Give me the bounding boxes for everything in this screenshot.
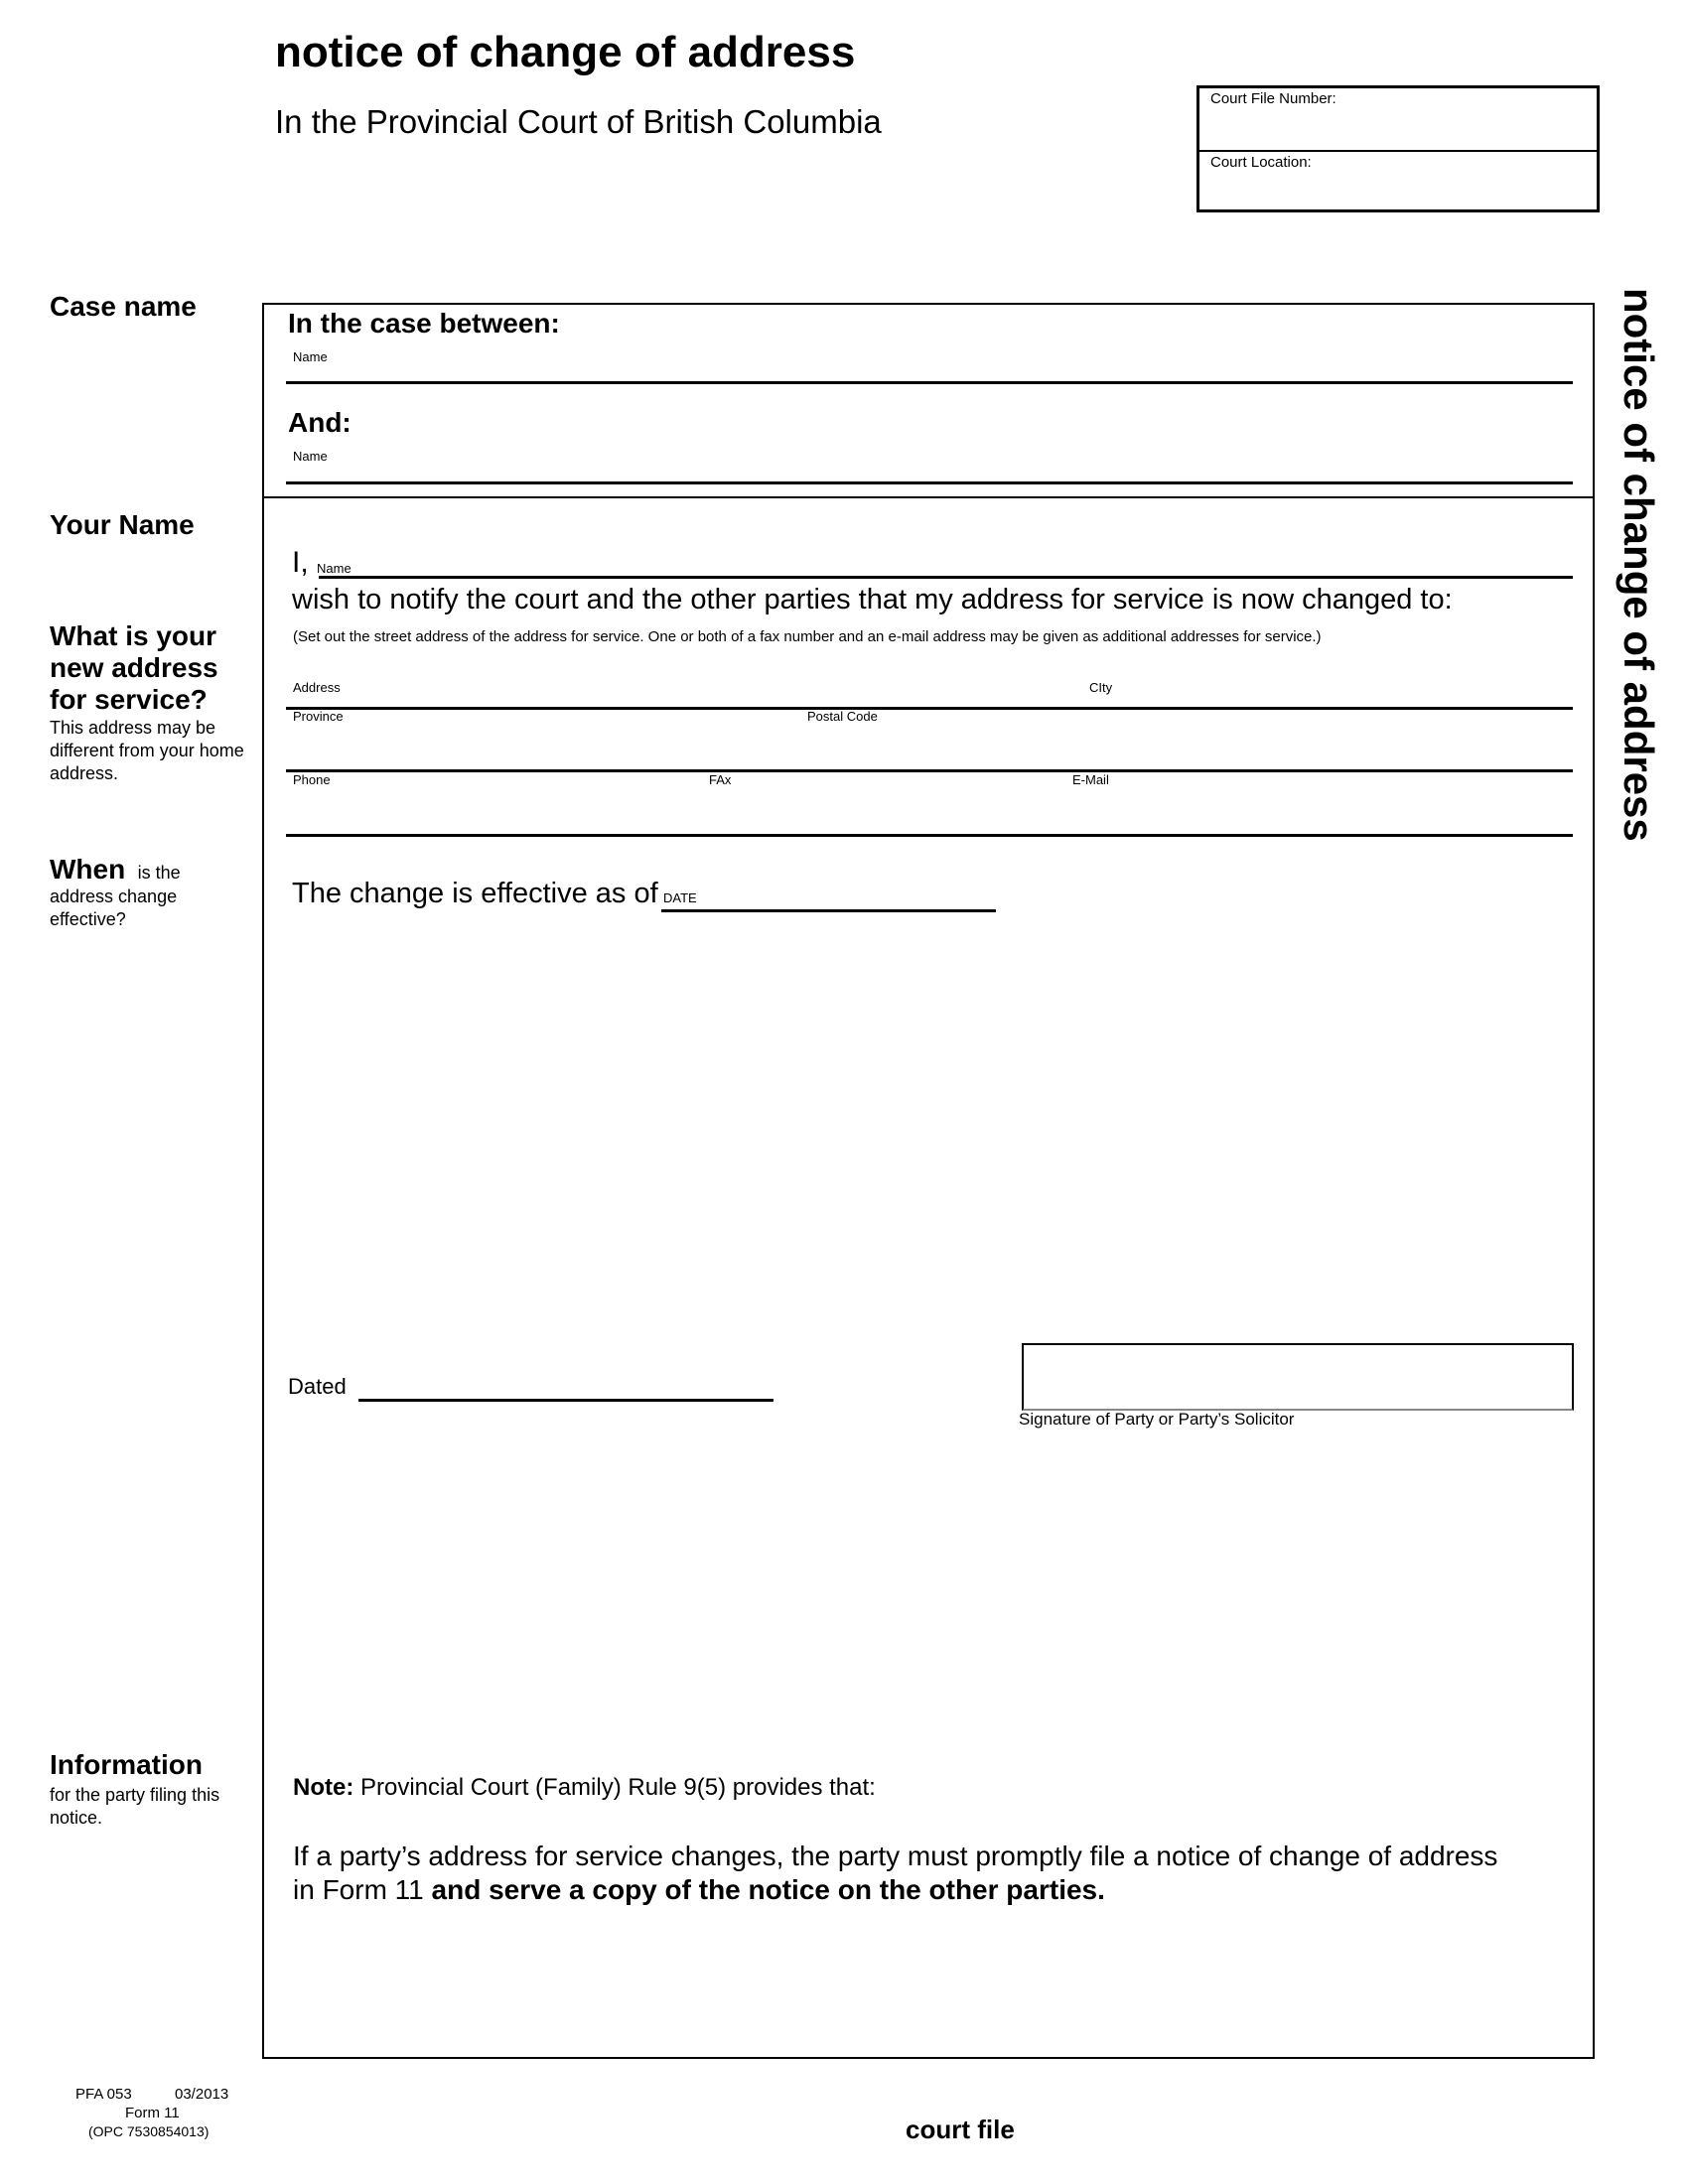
note-bold-label: Note: xyxy=(293,1774,354,1801)
email-label: E-Mail xyxy=(1072,772,1109,787)
province-label: Province xyxy=(293,709,344,724)
and-label: And: xyxy=(288,407,352,438)
rule-body-line2: in Form 11 xyxy=(293,1874,432,1905)
phone-label: Phone xyxy=(293,772,331,787)
new-address-heading: What is your new address for service? xyxy=(50,620,218,715)
rule-body-line1: If a party’s address for service changes, the party must promptly file a notice of change of address xyxy=(293,1841,1498,1871)
new-address-note: This address may be different from your home address. xyxy=(50,718,244,783)
party2-name-field[interactable] xyxy=(286,481,1573,484)
rule-note xyxy=(293,1774,876,1802)
information-note: for the party filing this notice. xyxy=(50,1785,220,1828)
when-heading: When xyxy=(50,854,126,885)
effective-text: The change is effective as of xyxy=(292,878,658,909)
effective-date-field[interactable] xyxy=(661,909,996,912)
city-label: CIty xyxy=(1089,680,1113,695)
copy-label: court file xyxy=(906,2115,1015,2144)
i-label: I, xyxy=(292,546,309,579)
information-heading: Information xyxy=(50,1749,203,1780)
dated-field[interactable] xyxy=(358,1399,774,1402)
form-date: 03/2013 xyxy=(175,2086,229,2103)
fax-label: FAx xyxy=(709,772,732,787)
address-city-field[interactable] xyxy=(286,707,1573,710)
court-location-field[interactable] xyxy=(1199,152,1597,213)
court-location-label: Court Location: xyxy=(1210,154,1312,171)
party1-name-field[interactable] xyxy=(286,381,1573,384)
date-label: DATE xyxy=(663,890,697,905)
dated-label: Dated xyxy=(288,1374,347,1399)
signature-caption: Signature of Party or Party’s Solicitor xyxy=(1019,1410,1295,1429)
side-title: notice of change of address xyxy=(1616,288,1662,842)
address-label: Address xyxy=(293,680,341,695)
case-name-heading: Case name xyxy=(50,291,197,322)
your-name-heading: Your Name xyxy=(50,509,195,540)
case-section-divider xyxy=(262,496,1595,498)
signature-box[interactable] xyxy=(1022,1343,1574,1411)
your-name-label: Name xyxy=(317,561,352,576)
party2-name-label: Name xyxy=(293,449,328,464)
form-number: Form 11 xyxy=(125,2105,180,2121)
rule-body xyxy=(293,1840,1497,1907)
when-block xyxy=(50,854,218,931)
note-text: Provincial Court (Family) Rule 9(5) provides that: xyxy=(353,1774,876,1801)
notify-text: wish to notify the court and the other parties that my address for service is now changed to: xyxy=(292,584,1453,615)
court-subtitle: In the Provincial Court of British Columbia xyxy=(275,103,882,140)
form-code: PFA 053 xyxy=(75,2086,132,2103)
party1-name-label: Name xyxy=(293,349,328,364)
rule-body-line2-bold: and serve a copy of the notice on the other parties. xyxy=(431,1874,1105,1905)
postal-code-label: Postal Code xyxy=(807,709,878,724)
page-title: notice of change of address xyxy=(275,28,856,76)
province-postal-field[interactable] xyxy=(286,769,1573,772)
opc-number: (OPC 7530854013) xyxy=(88,2123,210,2139)
court-file-box xyxy=(1196,85,1600,212)
case-between-label: In the case between: xyxy=(288,308,560,339)
address-instruction: (Set out the street address of the address for service. One or both of a fax number and an e-mail address may be given as additional addresses for service.) xyxy=(293,628,1322,645)
your-name-field[interactable] xyxy=(319,576,1573,579)
when-note: is the address change effective? xyxy=(50,863,181,929)
phone-fax-email-field[interactable] xyxy=(286,834,1573,837)
court-file-number-field[interactable] xyxy=(1199,88,1597,152)
court-file-number-label: Court File Number: xyxy=(1210,90,1336,107)
